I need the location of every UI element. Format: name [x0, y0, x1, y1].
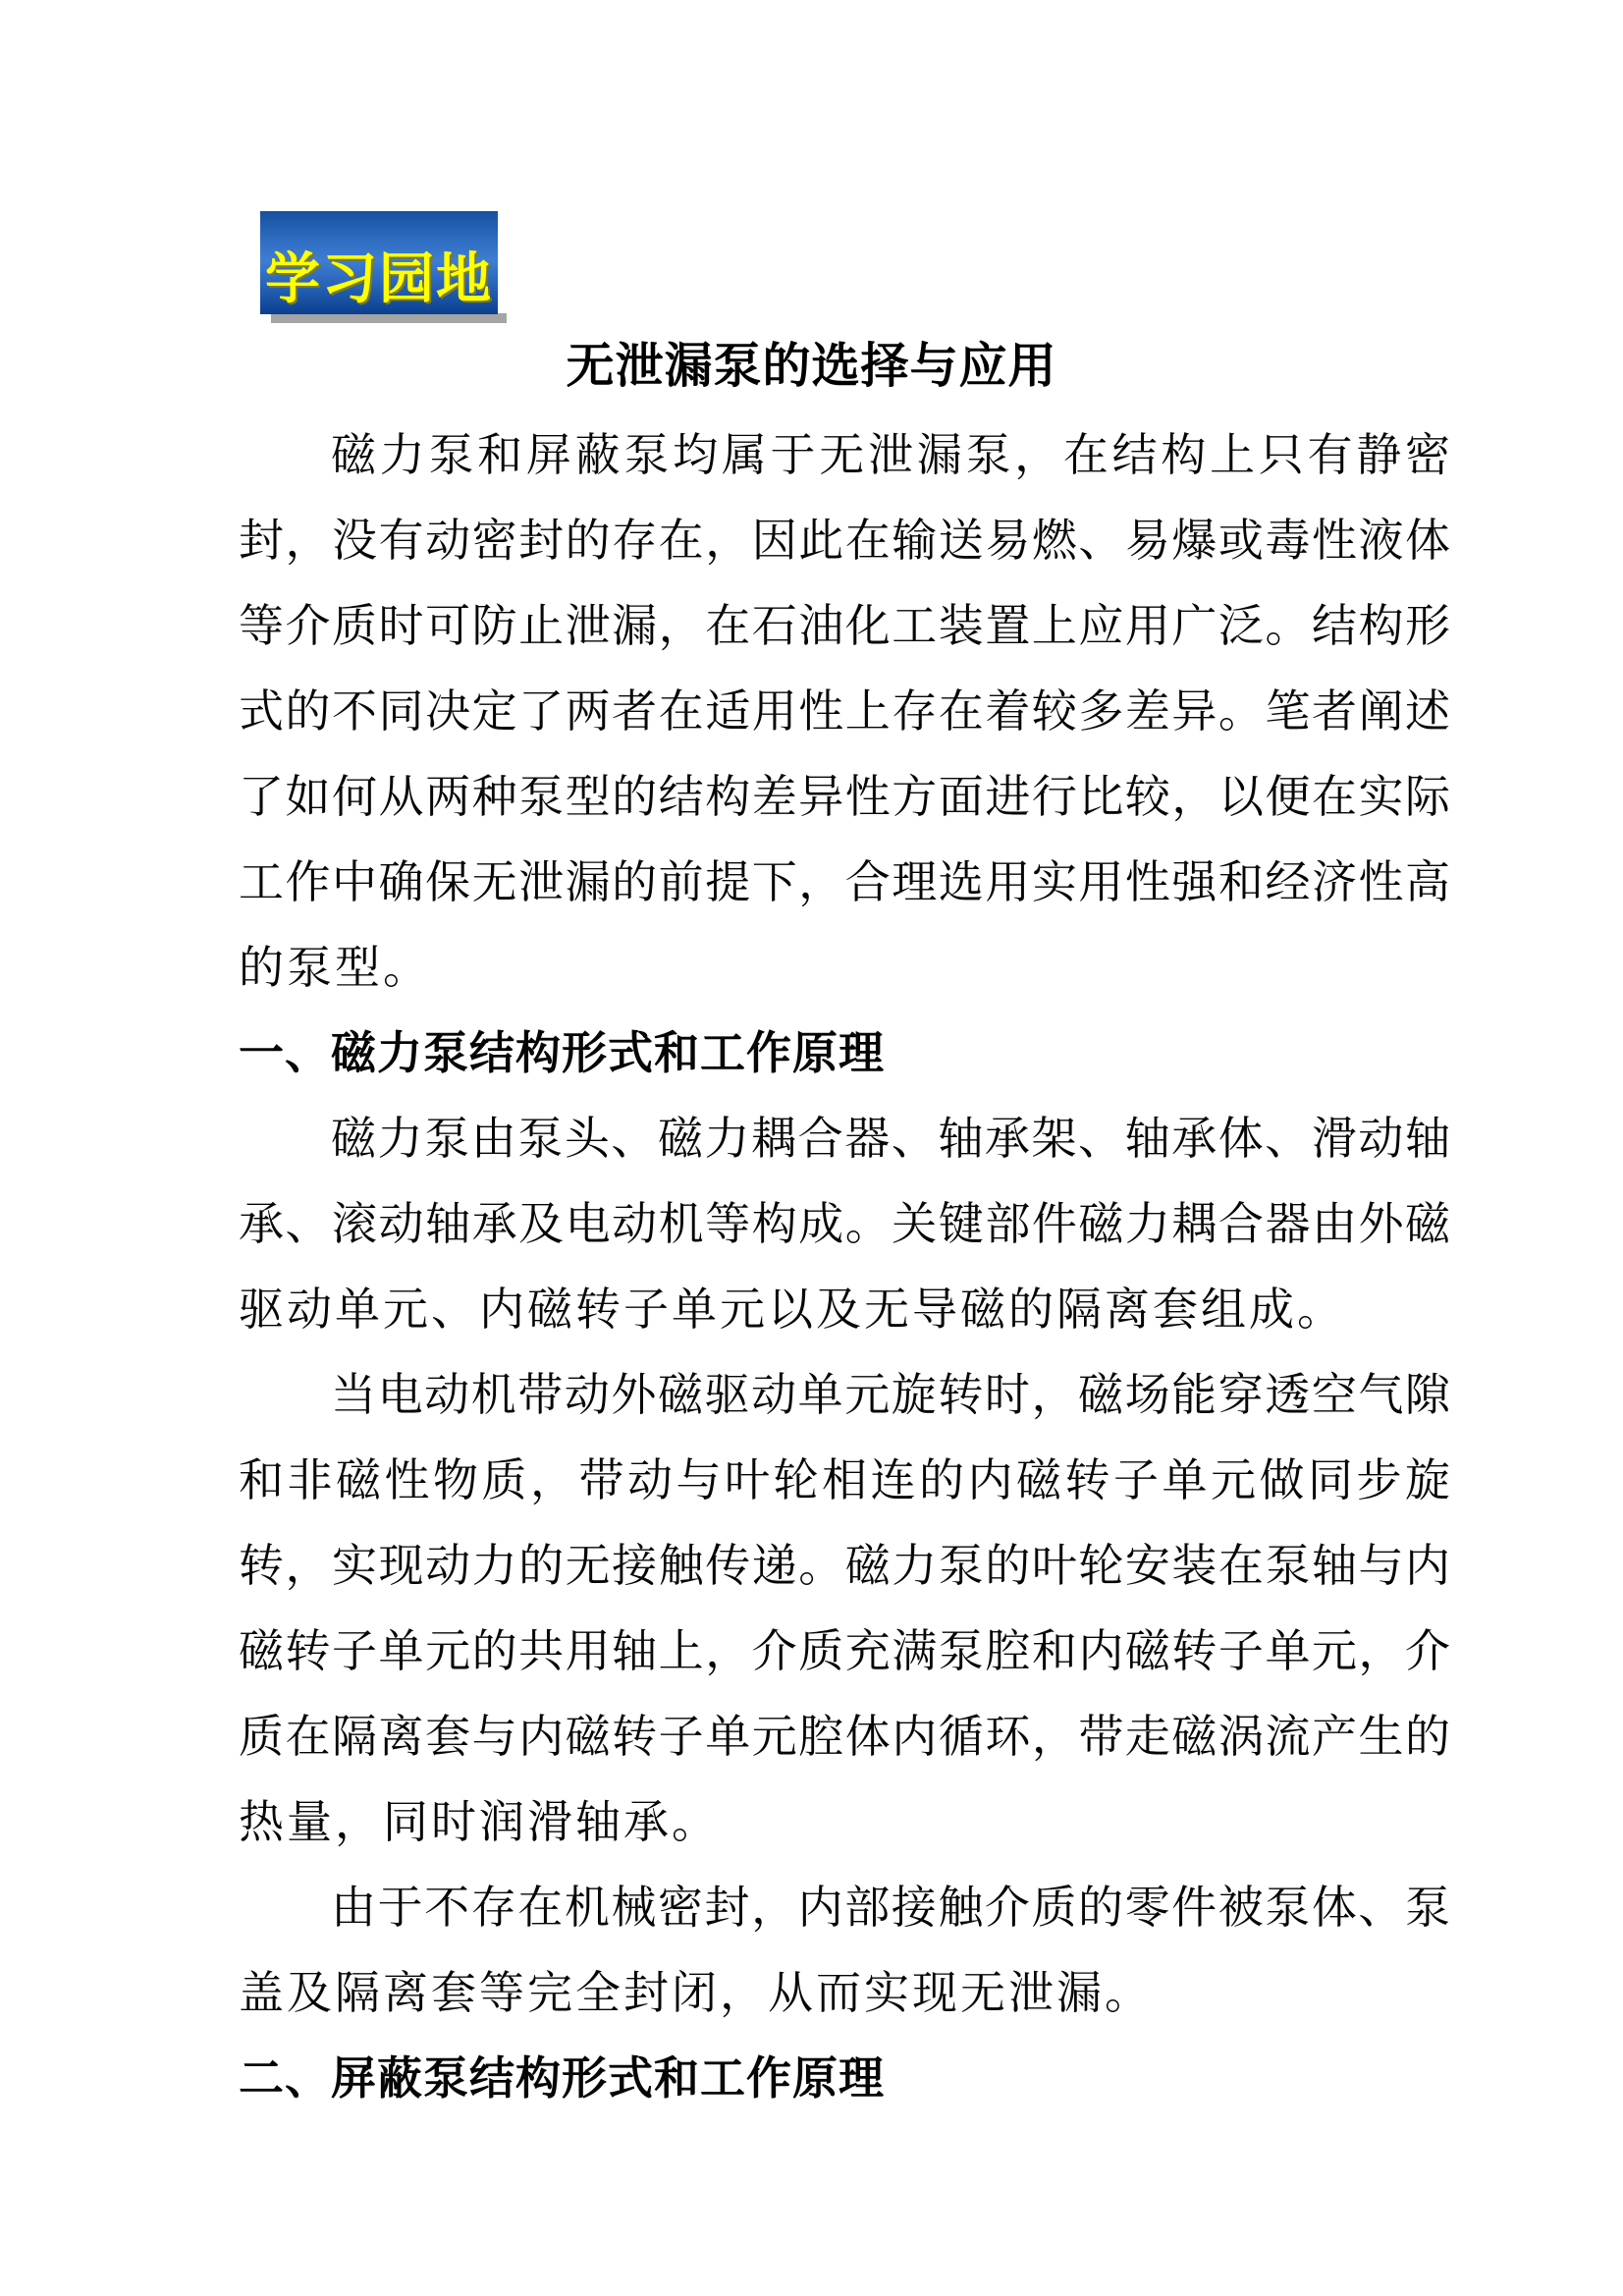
text-line: 由于不存在机械密封，内部接触介质的零件被泵体、泵 — [331, 1881, 1450, 1934]
text-line: 磁力泵和屏蔽泵均属于无泄漏泵，在结构上只有静密 — [331, 428, 1450, 481]
magnetic-pump-principle-paragraph — [239, 1352, 1450, 1865]
text-line: 封，没有动密封的存在，因此在输送易燃、易爆或毒性液体 — [239, 514, 1450, 567]
text-line: 热量，同时润滑轴承。 — [239, 1795, 720, 1848]
text-line: 质在隔离套与内磁转子单元腔体内循环，带走磁涡流产生的 — [239, 1710, 1450, 1763]
text-line: 磁转子单元的共用轴上，介质充满泵腔和内磁转子单元，介 — [239, 1624, 1450, 1677]
text-line: 驱动单元、内磁转子单元以及无导磁的隔离套组成。 — [239, 1283, 1345, 1336]
section-heading-2: 二、屏蔽泵结构形式和工作原理 — [239, 2051, 885, 2105]
text-line: 的泵型。 — [239, 941, 431, 994]
text-line: 磁力泵由泵头、磁力耦合器、轴承架、轴承体、滑动轴 — [331, 1112, 1450, 1165]
text-line: 承、滚动轴承及电动机等构成。关键部件磁力耦合器由外磁 — [239, 1197, 1450, 1250]
no-leak-conclusion-paragraph — [239, 1865, 1450, 2036]
learning-corner-badge — [260, 211, 498, 314]
text-line: 盖及隔离套等完全封闭，从而实现无泄漏。 — [239, 1966, 1153, 2019]
section-heading-1: 一、磁力泵结构形式和工作原理 — [239, 1026, 885, 1079]
page-title: 无泄漏泵的选择与应用 — [566, 337, 1057, 394]
badge-shadow — [271, 313, 507, 323]
magnetic-pump-structure-paragraph — [239, 1096, 1450, 1352]
text-line: 了如何从两种泵型的结构差异性方面进行比较，以便在实际 — [239, 770, 1450, 823]
text-line: 当电动机带动外磁驱动单元旋转时，磁场能穿透空气隙 — [331, 1368, 1450, 1421]
text-line: 工作中确保无泄漏的前提下，合理选用实用性强和经济性高 — [239, 855, 1450, 908]
text-line: 和非磁性物质，带动与叶轮相连的内磁转子单元做同步旋 — [239, 1453, 1450, 1506]
text-line: 转，实现动力的无接触传递。磁力泵的叶轮安装在泵轴与内 — [239, 1539, 1450, 1592]
badge-label: 学习园地 — [265, 246, 493, 311]
document-body — [239, 412, 1450, 2121]
text-line: 式的不同决定了两者在适用性上存在着较多差异。笔者阐述 — [239, 684, 1450, 738]
intro-paragraph — [239, 412, 1450, 1011]
text-line: 等介质时可防止泄漏，在石油化工装置上应用广泛。结构形 — [239, 599, 1450, 652]
